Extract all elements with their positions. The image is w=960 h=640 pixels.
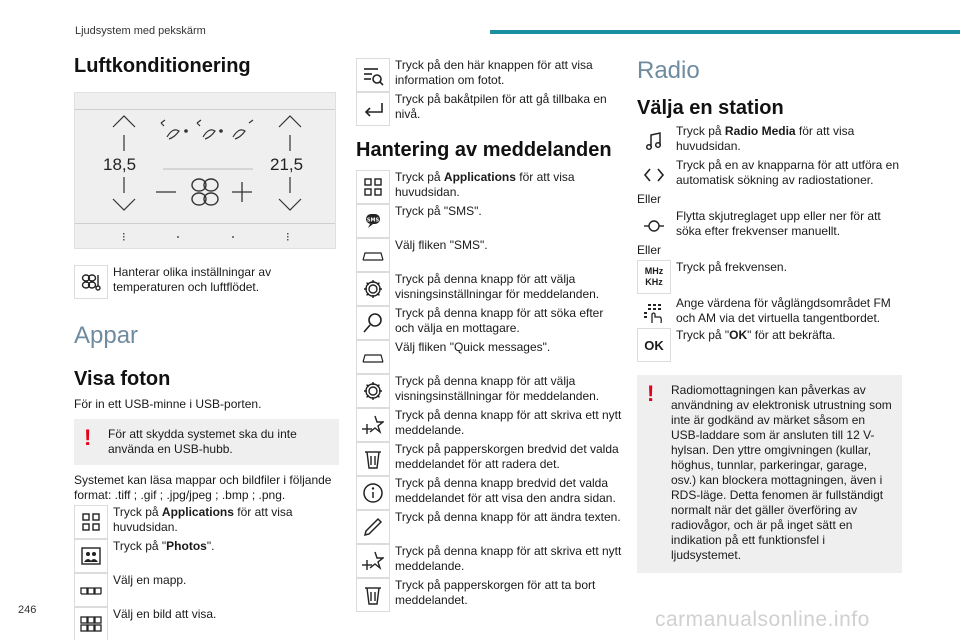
image-grid-button: [74, 607, 108, 640]
temp-right-value: 21,5: [270, 155, 304, 174]
step-text: Tryck på denna knapp för att skriva ett nytt meddelande.: [395, 544, 622, 573]
step-row: [356, 306, 626, 340]
step-row: [74, 573, 339, 607]
info-list-icon: [362, 64, 384, 86]
search-button: [356, 306, 390, 340]
heading-hantering: Hantering av meddelanden: [356, 139, 612, 161]
column-left: [74, 55, 339, 640]
fan-decrease-icon: [155, 189, 177, 195]
keypad-button: [637, 296, 671, 330]
step-text: Tryck på denna knapp för att skriva ett nytt meddelande.: [395, 408, 622, 437]
step-row: [356, 544, 626, 578]
step-text: Tryck på denna knapp för att välja visningsinställningar för meddelanden.: [395, 374, 600, 403]
mhz-label: MHz: [644, 266, 664, 276]
photos-button: [74, 539, 108, 573]
settings-gear-button: [356, 374, 390, 408]
step-text: Tryck på denna knapp för att ändra texten.: [395, 510, 621, 524]
apps-grid-button: [74, 505, 108, 539]
sms-icon: [362, 210, 384, 232]
sms-button: [356, 204, 390, 238]
ok-button: OK: [637, 328, 671, 362]
trash-button: [356, 578, 390, 612]
photo-nav-steps: [356, 58, 626, 126]
radio-media-button: [637, 124, 671, 158]
image-grid-icon: [80, 613, 102, 635]
frequency-button: [637, 260, 671, 294]
radio-step-5: Ange värdena för våglängdsområdet FM och AM via det virtuella tangentbordet.: [637, 296, 902, 330]
chevron-up-icon: [111, 113, 137, 129]
fan-temperature-icon: [80, 271, 102, 293]
back-arrow-icon: [362, 98, 384, 120]
chevron-down-icon: [111, 197, 137, 213]
add-star-button: [356, 408, 390, 442]
seek-buttons: [637, 158, 671, 192]
khz-label: KHz: [645, 277, 663, 287]
slider-button: [637, 209, 671, 243]
fan-increase-icon: [231, 181, 253, 203]
radio-step-2: Tryck på en av knapparna för att utföra en automatisk sökning av radiostationer.: [637, 158, 902, 192]
step-text: Tryck på bakåtpilen för att gå tillbaka en nivå.: [395, 92, 607, 121]
step-row: [356, 170, 626, 204]
heading-radio: Radio: [637, 57, 700, 84]
info-list-button: [356, 58, 390, 92]
step-row: [356, 92, 626, 126]
apps-grid-icon: [80, 511, 102, 533]
add-star-icon: [362, 550, 384, 572]
step-text: Tryck på den här knappen för att visa information om fotot.: [395, 58, 593, 87]
step-text: Välj en mapp.: [113, 573, 187, 587]
photos-icon: [80, 545, 102, 567]
warning-icon: !: [647, 381, 655, 406]
formats-text: Systemet kan läsa mappar och bildfiler i följande format: .tiff ; .gif ; .jpg/jpeg ; .bmp ; .png.: [74, 473, 332, 502]
chevron-down-icon: [277, 197, 303, 213]
usb-warning: ! För att skydda systemet ska du inte använda en USB-hubb.: [74, 419, 339, 465]
tab-button: [356, 238, 390, 272]
watermark: carmanualsonline.info: [655, 608, 870, 631]
apps-grid-button: [356, 170, 390, 204]
heading-appar: Appar: [74, 322, 139, 349]
heading-luftkonditionering: Luftkonditionering: [74, 55, 251, 77]
step-row: [74, 505, 339, 539]
step-text: Tryck på denna knapp bredvid det valda meddelandet för att visa den andra sidan.: [395, 476, 616, 505]
pencil-button: [356, 510, 390, 544]
photo-steps: [74, 505, 339, 640]
temp-left-value: 18,5: [103, 155, 137, 174]
step-row: [356, 272, 626, 306]
radio-warning: ! Radiomottagningen kan påverkas av användning av elektronisk utrustning som inte är godkänd av märket såsom en USB-laddare som är ansluten till 12 V-hylsan. Den yttre omgivningen (kullar, höghus, tunnlar, parkeringar, garage, osv.) kan blockera mottagningen, även i RDS-läge. Detta fenomen är fullständigt normalt när det gäller överföring av radiovågor, och är på inget sätt en indikation på ett funktionsfel i ljudsystemet.: [637, 375, 902, 573]
back-arrow-button: [356, 92, 390, 126]
music-note-icon: [643, 130, 665, 152]
step-text: Tryck på "SMS".: [395, 204, 482, 218]
svg-text:SMS: SMS: [366, 217, 380, 224]
settings-gear-icon: [362, 278, 384, 300]
tab-icon: [362, 244, 384, 266]
info-button: [356, 476, 390, 510]
step-row: [356, 476, 626, 510]
keypad-icon: [643, 302, 665, 324]
step-text: Tryck på denna knapp för att välja visningsinställningar för meddelanden.: [395, 272, 600, 301]
step-text: Tryck på Applications för att visa huvudsidan.: [113, 505, 293, 534]
add-star-button: [356, 544, 390, 578]
step-row: [74, 539, 339, 573]
settings-gear-icon: [362, 380, 384, 402]
folder-tab-icon: [80, 579, 102, 601]
step-text: Tryck på papperskorgen för att ta bort meddelandet.: [395, 578, 596, 607]
step-text: Tryck på "Photos".: [113, 539, 215, 553]
apps-grid-icon: [362, 176, 384, 198]
tab-icon: [362, 346, 384, 368]
message-steps: [356, 170, 626, 612]
chevron-up-icon: [277, 113, 303, 129]
step-text: Tryck på Applications för att visa huvudsidan.: [395, 170, 575, 199]
step-row: [356, 510, 626, 544]
step-row: [356, 578, 626, 612]
heading-valja-station: Välja en station: [637, 97, 784, 119]
trash-icon: [362, 584, 384, 606]
tab-button: [356, 340, 390, 374]
step-row: [356, 58, 626, 92]
climate-desc: Hanterar olika inställningar av temperaturen och luftflödet.: [113, 265, 272, 294]
header-accent-bar: [490, 30, 960, 34]
climate-button: [74, 265, 108, 299]
climate-step: [74, 265, 339, 299]
step-row: [356, 442, 626, 476]
column-middle: [356, 58, 626, 612]
airflow-mode-icons: [157, 119, 257, 141]
step-row: [74, 607, 339, 640]
trash-button: [356, 442, 390, 476]
climate-panel-illustration: [74, 92, 336, 249]
pencil-icon: [362, 516, 384, 538]
step-row: [356, 408, 626, 442]
add-star-icon: [362, 414, 384, 436]
step-row: [356, 238, 626, 272]
or-label: Eller: [637, 192, 662, 206]
step-row: [356, 204, 626, 238]
column-right: [637, 55, 902, 573]
settings-gear-button: [356, 272, 390, 306]
seek-arrows-icon: [643, 164, 665, 186]
search-icon: [362, 312, 384, 334]
folder-tab-button: [74, 573, 108, 607]
step-row: [356, 374, 626, 408]
heading-visa-foton: Visa foton: [74, 368, 171, 390]
running-header: Ljudsystem med pekskärm: [75, 25, 206, 37]
slider-icon: [643, 215, 665, 237]
page-number: 246: [18, 604, 37, 616]
step-text: Välj fliken "SMS".: [395, 238, 488, 252]
warning-icon: !: [84, 425, 92, 450]
step-row: [356, 340, 626, 374]
radio-step-4: MHz KHz Tryck på frekvensen.: [637, 260, 902, 294]
fan-icon: [188, 175, 222, 209]
radio-step-1: Tryck på Radio Media för att visa huvudsidan.: [637, 124, 902, 158]
usb-intro: För in ett USB-minne i USB-porten.: [74, 397, 262, 411]
step-text: Tryck på papperskorgen bredvid det valda meddelandet för att radera det.: [395, 442, 619, 471]
step-text: Välj en bild att visa.: [113, 607, 217, 621]
radio-step-6: OK Tryck på "OK" för att bekräfta.: [637, 328, 902, 362]
step-text: Tryck på denna knapp för att söka efter och välja en mottagare.: [395, 306, 604, 335]
trash-icon: [362, 448, 384, 470]
or-label: Eller: [637, 243, 662, 257]
step-text: Välj fliken "Quick messages".: [395, 340, 551, 354]
info-icon: [362, 482, 384, 504]
radio-step-3: Flytta skjutreglaget upp eller ner för att söka efter frekvenser manuellt.: [637, 209, 902, 243]
